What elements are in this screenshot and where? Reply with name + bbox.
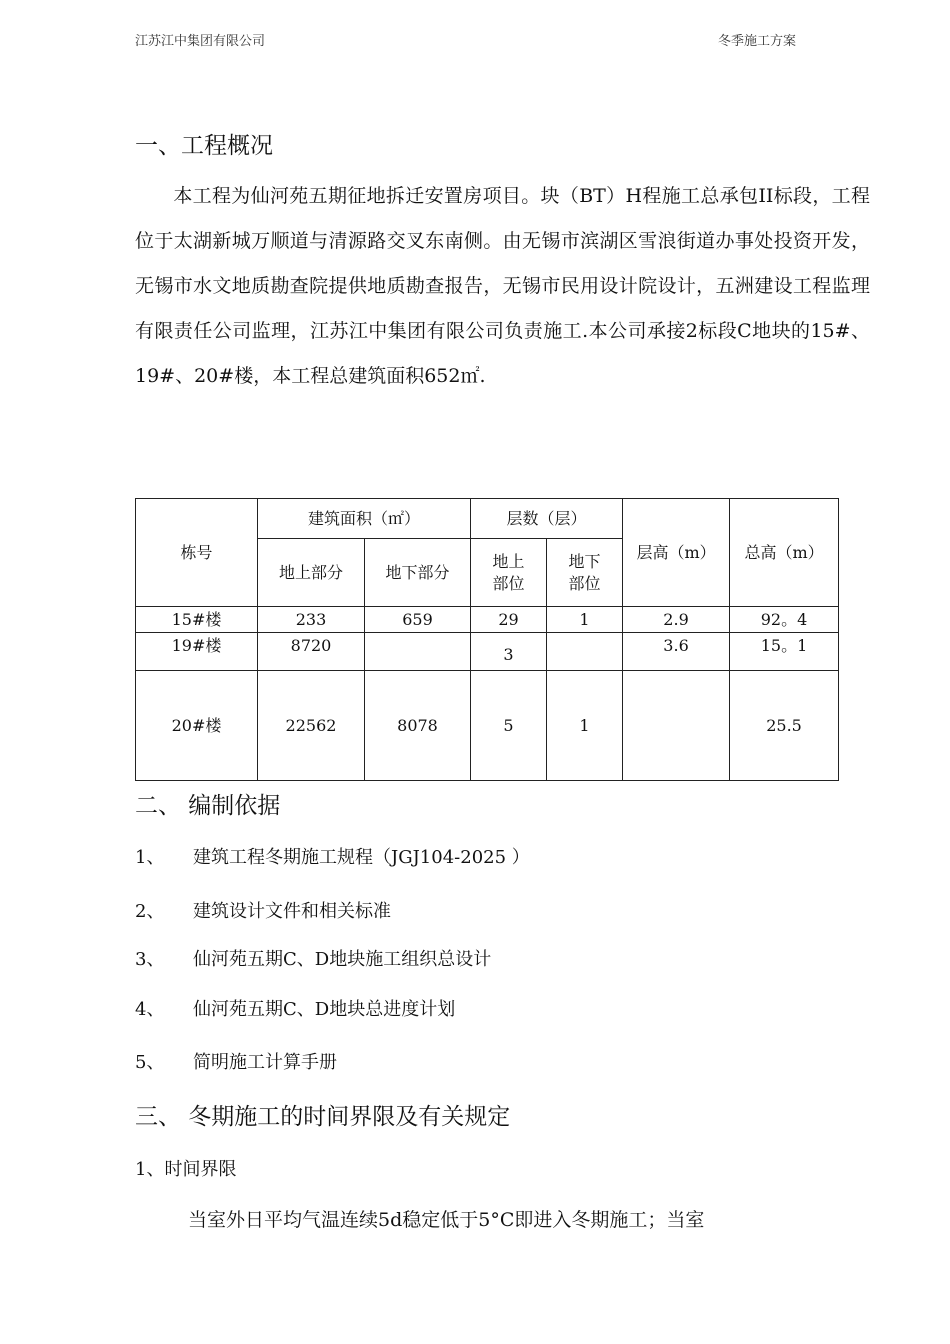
- col-floors: 层数（层）: [471, 499, 623, 539]
- cell-total-height: 15。1: [730, 633, 839, 671]
- col-floors-below: 地下部位: [547, 539, 623, 607]
- list-item-number: 4、: [135, 999, 165, 1020]
- list-item-text: 简明施工计算手册: [193, 1052, 337, 1073]
- cell-area-below: 8078: [365, 671, 471, 781]
- section3-text: 当室外日平均气温连续5d稳定低于5°C即进入冬期施工；当室: [188, 1209, 705, 1231]
- cell-building: 19#楼: [136, 633, 258, 671]
- col-building: 栋号: [136, 499, 258, 607]
- cell-building: 20#楼: [136, 671, 258, 781]
- cell-floor-height: [623, 671, 730, 781]
- section3-title: 三、 冬期施工的时间界限及有关规定: [135, 1104, 511, 1130]
- list-item-text: 仙河苑五期C、D地块施工组织总设计: [193, 949, 492, 970]
- cell-area-above: 8720: [258, 633, 365, 671]
- table-row: [136, 633, 839, 671]
- col-area-above: 地上部分: [258, 539, 365, 607]
- cell-area-above: 22562: [258, 671, 365, 781]
- cell-area-below: 659: [365, 607, 471, 633]
- section2-title: 二、 编制依据: [135, 793, 281, 819]
- list-item: [135, 1048, 337, 1074]
- col-total-height: 总高（m）: [730, 499, 839, 607]
- header-doc-title: 冬季施工方案: [718, 34, 797, 49]
- building-spec-table: [135, 498, 839, 781]
- list-item-number: 1、: [135, 847, 165, 868]
- section3-subheading: 1、时间界限: [135, 1159, 237, 1180]
- list-item-number: 3、: [135, 949, 165, 970]
- list-item: [135, 843, 530, 869]
- section1-paragraph: [135, 174, 870, 399]
- cell-floor-height: 3.6: [623, 633, 730, 671]
- table-row: [136, 607, 839, 633]
- section1-title: 一、工程概况: [135, 133, 273, 159]
- list-item: [135, 995, 455, 1021]
- list-item-text: 建筑工程冬期施工规程（JGJ104-2025 ）: [193, 847, 530, 868]
- table-header-row: [136, 499, 839, 539]
- table-row: [136, 671, 839, 781]
- cell-floors-above: 5: [471, 671, 547, 781]
- list-item-text: 建筑设计文件和相关标准: [193, 901, 391, 922]
- list-item-number: 2、: [135, 901, 165, 922]
- col-floors-above: 地上部位: [471, 539, 547, 607]
- cell-area-above: 233: [258, 607, 365, 633]
- header-company: 江苏江中集团有限公司: [135, 34, 266, 49]
- col-floor-height: 层高（m）: [623, 499, 730, 607]
- cell-floors-above: 29: [471, 607, 547, 633]
- cell-floor-height: 2.9: [623, 607, 730, 633]
- cell-floors-above: 3: [471, 633, 547, 671]
- cell-building: 15#楼: [136, 607, 258, 633]
- col-area-below: 地下部分: [365, 539, 471, 607]
- cell-area-below: [365, 633, 471, 671]
- list-item: [135, 945, 491, 971]
- list-item-text: 仙河苑五期C、D地块总进度计划: [193, 999, 456, 1020]
- cell-floors-below: 1: [547, 671, 623, 781]
- list-item: [135, 897, 391, 923]
- col-area: 建筑面积（㎡）: [258, 499, 471, 539]
- cell-floors-below: [547, 633, 623, 671]
- list-item-number: 5、: [135, 1052, 165, 1073]
- cell-total-height: 92。4: [730, 607, 839, 633]
- cell-total-height: 25.5: [730, 671, 839, 781]
- cell-floors-below: 1: [547, 607, 623, 633]
- section1-paragraph-text: 本工程为仙河苑五期征地拆迁安置房项目。块（BT）H程施工总承包II标段，工程位于太湖新城万顺道与清源路交叉东南侧。由无锡市滨湖区雪浪街道办事处投资开发，无锡市水文地质勘查院提供地质勘查报告，无锡市民用设计院设计，五洲建设工程监理有限责任公司监理，江苏江中集团有限公司负责施工.本公司承接2标段C地块的15#、19#、20#楼，本工程总建筑面积652㎡.: [135, 185, 870, 387]
